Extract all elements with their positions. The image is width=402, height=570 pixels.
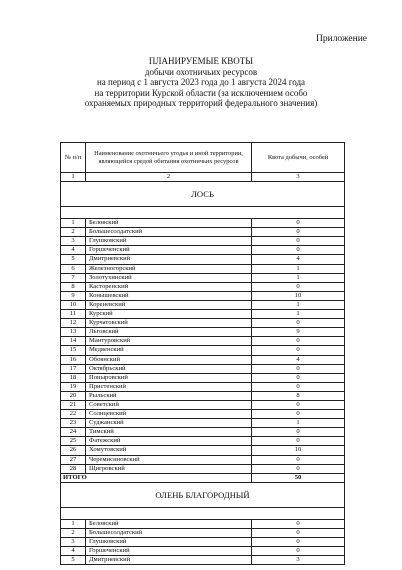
- row-number: 1: [61, 519, 86, 528]
- col-number: 3: [252, 173, 345, 182]
- row-number: 13: [61, 328, 86, 337]
- col-header-quota: Квота добычи, особей: [252, 143, 345, 173]
- col-number: 1: [61, 173, 86, 182]
- quota-value: 1: [252, 419, 345, 428]
- district-name: Поныровский: [86, 373, 252, 382]
- district-name: Глушковский: [86, 237, 252, 246]
- district-name: Октябрьский: [86, 364, 252, 373]
- row-number: 3: [61, 237, 86, 246]
- district-name: Курский: [86, 310, 252, 319]
- col-header-name: Наименование охотничьего угодья и иной территории, являющейся средой обитания охотничьих ресурсов: [86, 143, 252, 173]
- quota-value: 4: [252, 255, 345, 264]
- table-row: [61, 355, 345, 364]
- appendix-label: Приложение: [316, 34, 367, 44]
- row-number: 26: [61, 446, 86, 455]
- header-line: на территории Курской области (за исключением особо: [94, 87, 308, 98]
- district-name: Советский: [86, 400, 252, 409]
- row-number: 1: [61, 219, 86, 228]
- district-name: Беловский: [86, 219, 252, 228]
- row-number: 10: [61, 300, 86, 309]
- table-row: [61, 437, 345, 446]
- table-row: [61, 300, 345, 309]
- quota-value: 1: [252, 264, 345, 273]
- district-name: Черемисиновский: [86, 455, 252, 464]
- district-name: Щигровский: [86, 464, 252, 473]
- quota-value: 8: [252, 391, 345, 400]
- quota-value: 0: [252, 337, 345, 346]
- table-row: [61, 228, 345, 237]
- district-name: Большесолдатский: [86, 228, 252, 237]
- section-title: ЛОСЬ: [61, 182, 345, 207]
- col-number: 2: [86, 173, 252, 182]
- table-body: [61, 182, 345, 565]
- table-row: [61, 391, 345, 400]
- row-number: 22: [61, 410, 86, 419]
- quota-value: 10: [252, 291, 345, 300]
- row-number: 18: [61, 373, 86, 382]
- table-row: [61, 382, 345, 391]
- row-number: 12: [61, 319, 86, 328]
- row-number: 4: [61, 547, 86, 556]
- table-row: [61, 428, 345, 437]
- quota-value: 0: [252, 519, 345, 528]
- quota-value: 0: [252, 382, 345, 391]
- row-number: 21: [61, 400, 86, 409]
- row-number: 2: [61, 228, 86, 237]
- quota-value: 0: [252, 455, 345, 464]
- quota-value: 1: [252, 300, 345, 309]
- row-number: 27: [61, 455, 86, 464]
- district-name: Курчатовский: [86, 319, 252, 328]
- row-number: 5: [61, 255, 86, 264]
- total-row: [61, 473, 345, 482]
- header-line: ПЛАНИРУЕМЫЕ КВОТЫ: [148, 56, 254, 66]
- quota-value: 0: [252, 437, 345, 446]
- row-number: 6: [61, 264, 86, 273]
- quota-value: 4: [252, 355, 345, 364]
- district-name: Пристенский: [86, 382, 252, 391]
- district-name: Рыльский: [86, 391, 252, 400]
- table-row: [61, 273, 345, 282]
- row-number: 23: [61, 419, 86, 428]
- table-row: [61, 519, 345, 528]
- district-name: Глушковский: [86, 538, 252, 547]
- quota-value: 0: [252, 237, 345, 246]
- row-number: 9: [61, 291, 86, 300]
- row-number: 25: [61, 437, 86, 446]
- spacer-row: [61, 507, 345, 519]
- section-title-row: [61, 482, 345, 507]
- quota-value: 0: [252, 364, 345, 373]
- quota-value: 1: [252, 310, 345, 319]
- quota-value: 0: [252, 219, 345, 228]
- header-line: добычи охотничьих ресурсов: [144, 66, 258, 77]
- quota-value: 0: [252, 464, 345, 473]
- table-row: [61, 328, 345, 337]
- table-row: [61, 319, 345, 328]
- quota-value: 0: [252, 428, 345, 437]
- quota-value: 3: [252, 556, 345, 565]
- table-row: [61, 455, 345, 464]
- table-row: [61, 255, 345, 264]
- table-row: [61, 410, 345, 419]
- table-row: [61, 419, 345, 428]
- quota-value: 0: [252, 373, 345, 382]
- district-name: Конышевский: [86, 291, 252, 300]
- header-line: охраняемых природных территорий федерального значения): [84, 98, 318, 109]
- table-row: [61, 219, 345, 228]
- table-row: [61, 291, 345, 300]
- col-header-num: № п/п: [61, 143, 86, 173]
- quota-value: 0: [252, 319, 345, 328]
- district-name: Дмитриевский: [86, 556, 252, 565]
- quota-value: 0: [252, 547, 345, 556]
- row-number: 15: [61, 346, 86, 355]
- section-title-row: [61, 182, 345, 207]
- quota-value: 0: [252, 538, 345, 547]
- quota-value: 0: [252, 346, 345, 355]
- table-row: [61, 547, 345, 556]
- table-row: [61, 373, 345, 382]
- district-name: Солнцевский: [86, 410, 252, 419]
- total-value: 50: [252, 473, 345, 482]
- table-row: [61, 556, 345, 565]
- row-number: 16: [61, 355, 86, 364]
- row-number: 28: [61, 464, 86, 473]
- document-header: [0, 56, 402, 109]
- district-name: Суджанский: [86, 419, 252, 428]
- quota-value: 9: [252, 328, 345, 337]
- quota-value: 0: [252, 528, 345, 537]
- district-name: Хомутовский: [86, 446, 252, 455]
- row-number: 14: [61, 337, 86, 346]
- district-name: Льговский: [86, 328, 252, 337]
- row-number: 8: [61, 282, 86, 291]
- table-row: [61, 246, 345, 255]
- total-label: ИТОГО: [61, 473, 252, 482]
- table-row: [61, 400, 345, 409]
- table-row: [61, 237, 345, 246]
- row-number: 3: [61, 538, 86, 547]
- spacer-cell: [61, 507, 345, 519]
- spacer-cell: [61, 207, 345, 219]
- table-row: [61, 264, 345, 273]
- quota-value: 0: [252, 228, 345, 237]
- district-name: Золотухинский: [86, 273, 252, 282]
- district-name: Горшеченский: [86, 246, 252, 255]
- row-number: 2: [61, 528, 86, 537]
- district-name: Горшеченский: [86, 547, 252, 556]
- table-row: [61, 364, 345, 373]
- table-row: [61, 282, 345, 291]
- quota-value: 1: [252, 273, 345, 282]
- district-name: Кореневский: [86, 300, 252, 309]
- table-row: [61, 538, 345, 547]
- district-name: Беловский: [86, 519, 252, 528]
- district-name: Тимский: [86, 428, 252, 437]
- quota-value: 10: [252, 446, 345, 455]
- district-name: Медвенский: [86, 346, 252, 355]
- quota-value: 0: [252, 400, 345, 409]
- quota-table: [60, 142, 345, 565]
- row-number: 20: [61, 391, 86, 400]
- district-name: Фатежский: [86, 437, 252, 446]
- district-name: Большесолдатский: [86, 528, 252, 537]
- quota-value: 0: [252, 282, 345, 291]
- district-name: Мантуровский: [86, 337, 252, 346]
- row-number: 24: [61, 428, 86, 437]
- district-name: Касторенский: [86, 282, 252, 291]
- row-number: 5: [61, 556, 86, 565]
- table-row: [61, 464, 345, 473]
- district-name: Дмитриевский: [86, 255, 252, 264]
- section-title: ОЛЕНЬ БЛАГОРОДНЫЙ: [61, 482, 345, 507]
- table-row: [61, 310, 345, 319]
- table-row: [61, 446, 345, 455]
- table-row: [61, 346, 345, 355]
- table-row: [61, 337, 345, 346]
- spacer-row: [61, 207, 345, 219]
- row-number: 17: [61, 364, 86, 373]
- row-number: 7: [61, 273, 86, 282]
- district-name: Железногорский: [86, 264, 252, 273]
- row-number: 4: [61, 246, 86, 255]
- quota-value: 0: [252, 246, 345, 255]
- row-number: 19: [61, 382, 86, 391]
- district-name: Обоянский: [86, 355, 252, 364]
- quota-value: 0: [252, 410, 345, 419]
- table-row: [61, 528, 345, 537]
- header-line: на период с 1 августа 2023 года до 1 августа 2024 года: [96, 77, 306, 88]
- row-number: 11: [61, 310, 86, 319]
